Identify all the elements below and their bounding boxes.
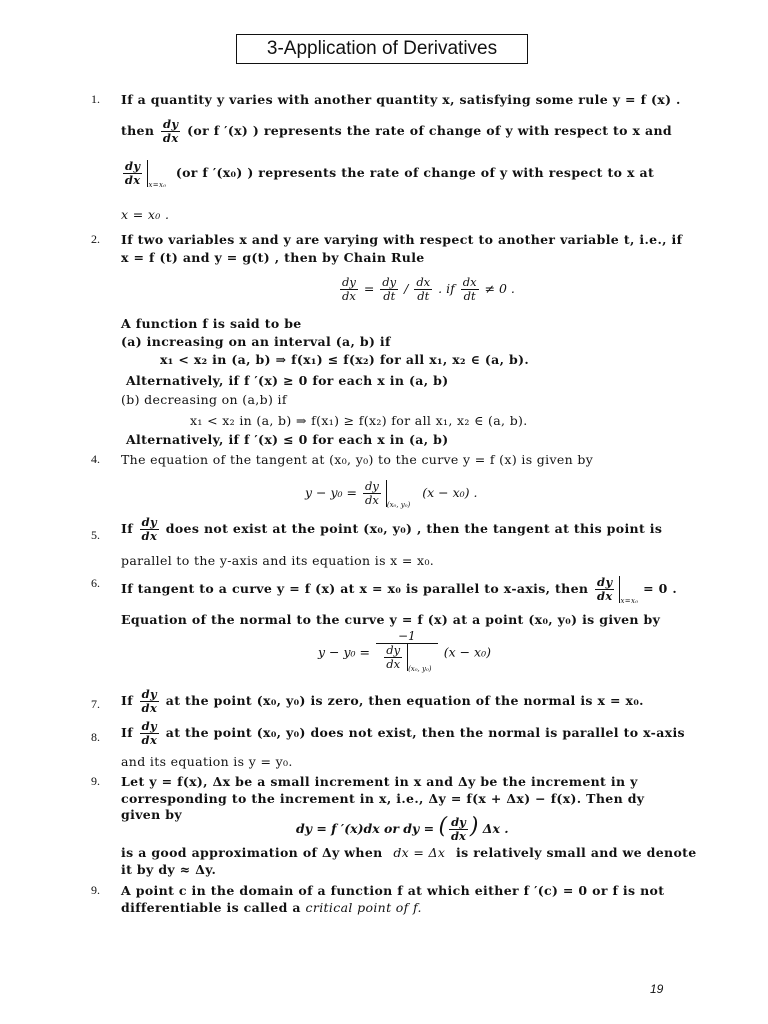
dy-dx-evaluated: $\frac{dy}{dx}$	[124, 159, 141, 187]
item-1-line-2: then $\frac{dy}{dx}$ (or f ′(x) ) represents the rate of change of y with respect to x and	[121, 117, 673, 145]
item-9-line-5: is a good approximation of Δy when dx = Δx is relatively small and we denote	[121, 845, 697, 860]
item-number-10: 9.	[91, 883, 100, 897]
item-9-line-6: it by dy ≈ Δy.	[121, 862, 217, 877]
dy-dx-fraction: $\frac{dy}{dx}$	[162, 117, 179, 145]
item-9-line-2: corresponding to the increment in x, i.e., Δy = f(x + Δx) − f(x). Then dy	[121, 791, 645, 806]
item-6-line-2: Equation of the normal to the curve y = f (x) at a point (x₀, y₀) is given by	[121, 612, 661, 627]
item-3-line-1: A function f is said to be	[121, 316, 302, 331]
item-5-line-2: parallel to the y-axis and its equation is x = x₀.	[121, 553, 435, 568]
item-8-line-1: If $\frac{dy}{dx}$ at the point (x₀, y₀) does not exist, then the normal is parallel to x-axis	[121, 719, 685, 747]
normal-equation: y − y₀ = −1 $\frac{dy}{dx}$ $_{(x_0, y_0)}$ (x − x₀)	[318, 629, 491, 673]
item-1-line-3: $\frac{dy}{dx}$ $_{x=x_0}$ (or f ′(x₀) ) represents the rate of change of y with respect to x at	[121, 160, 654, 193]
item-10-line-1: A point c in the domain of a function f at which either f ′(c) = 0 or f is not	[121, 883, 665, 898]
item-2-line-2: x = f (t) and y = g(t) , then by Chain Rule	[121, 250, 425, 265]
item-10-line-2: differentiable is called a critical point of f.	[121, 900, 422, 915]
item-number-8: 8.	[91, 730, 100, 744]
item-1-line-4: x = x₀ .	[121, 207, 170, 222]
tangent-equation: y − y₀ = $\frac{dy}{dx}$ $_{(x_0, y_0)}$ (x − x₀) .	[305, 479, 478, 509]
then-text: then	[121, 123, 155, 138]
item-number-9: 9.	[91, 774, 100, 788]
item-number-6: 6.	[91, 576, 100, 590]
item-number-2: 2.	[91, 232, 100, 246]
item-3-line-5: (b) decreasing on (a,b) if	[121, 392, 287, 407]
item-3-line-7: Alternatively, if f ′(x) ≤ 0 for each x in (a, b)	[126, 432, 449, 447]
page-number: 19	[650, 982, 664, 996]
item-1-line-1: If a quantity y varies with another quantity x, satisfying some rule y = f (x) .	[121, 92, 681, 107]
item-3-line-3: x₁ < x₂ in (a, b) ⇒ f(x₁) ≤ f(x₂) for all x₁, x₂ ∈ (a, b).	[160, 352, 530, 367]
item-6-line-1: If tangent to a curve y = f (x) at x = x₀ is parallel to x-axis, then $\frac{dy}{dx}$ $_{x=x_0}$ = 0 .	[121, 575, 678, 605]
item-4-line-1: The equation of the tangent at (x₀, y₀) to the curve y = f (x) is given by	[121, 452, 594, 467]
item-8-line-2: and its equation is y = y₀.	[121, 754, 293, 769]
item-number-7: 7.	[91, 697, 100, 711]
item-3-line-6: x₁ < x₂ in (a, b) ⇒ f(x₁) ≥ f(x₂) for all x₁, x₂ ∈ (a, b).	[190, 413, 528, 428]
item-number-5: 5.	[91, 528, 100, 542]
differential-equation: dy = f ′(x)dx or dy = ( $\frac{dy}{dx}$ ) Δx .	[296, 814, 509, 843]
item-number-4: 4.	[91, 452, 100, 466]
item-7-line-1: If $\frac{dy}{dx}$ at the point (x₀, y₀) is zero, then equation of the normal is x = x₀.	[121, 687, 644, 715]
item-9-line-3: given by	[121, 807, 182, 822]
item-9-line-1: Let y = f(x), Δx be a small increment in x and Δy be the increment in y	[121, 774, 638, 789]
item-3-line-4: Alternatively, if f ′(x) ≥ 0 for each x in (a, b)	[126, 373, 449, 388]
item-3-line-2: (a) increasing on an interval (a, b) if	[121, 334, 391, 349]
item-number-1: 1.	[91, 92, 100, 106]
item-5-line-1: If $\frac{dy}{dx}$ does not exist at the point (x₀, y₀) , then the tangent at this point is	[121, 515, 663, 543]
chain-rule-equation: $\frac{dy}{dx}$ = $\frac{dy}{dt}$ / $\frac{dx}{dt}$ . if $\frac{dx}{dt}$ ≠ 0 .	[342, 275, 515, 303]
page-title: 3-Application of Derivatives	[236, 34, 528, 64]
item-2-line-1: If two variables x and y are varying with respect to another variable t, i.e., if	[121, 232, 683, 247]
